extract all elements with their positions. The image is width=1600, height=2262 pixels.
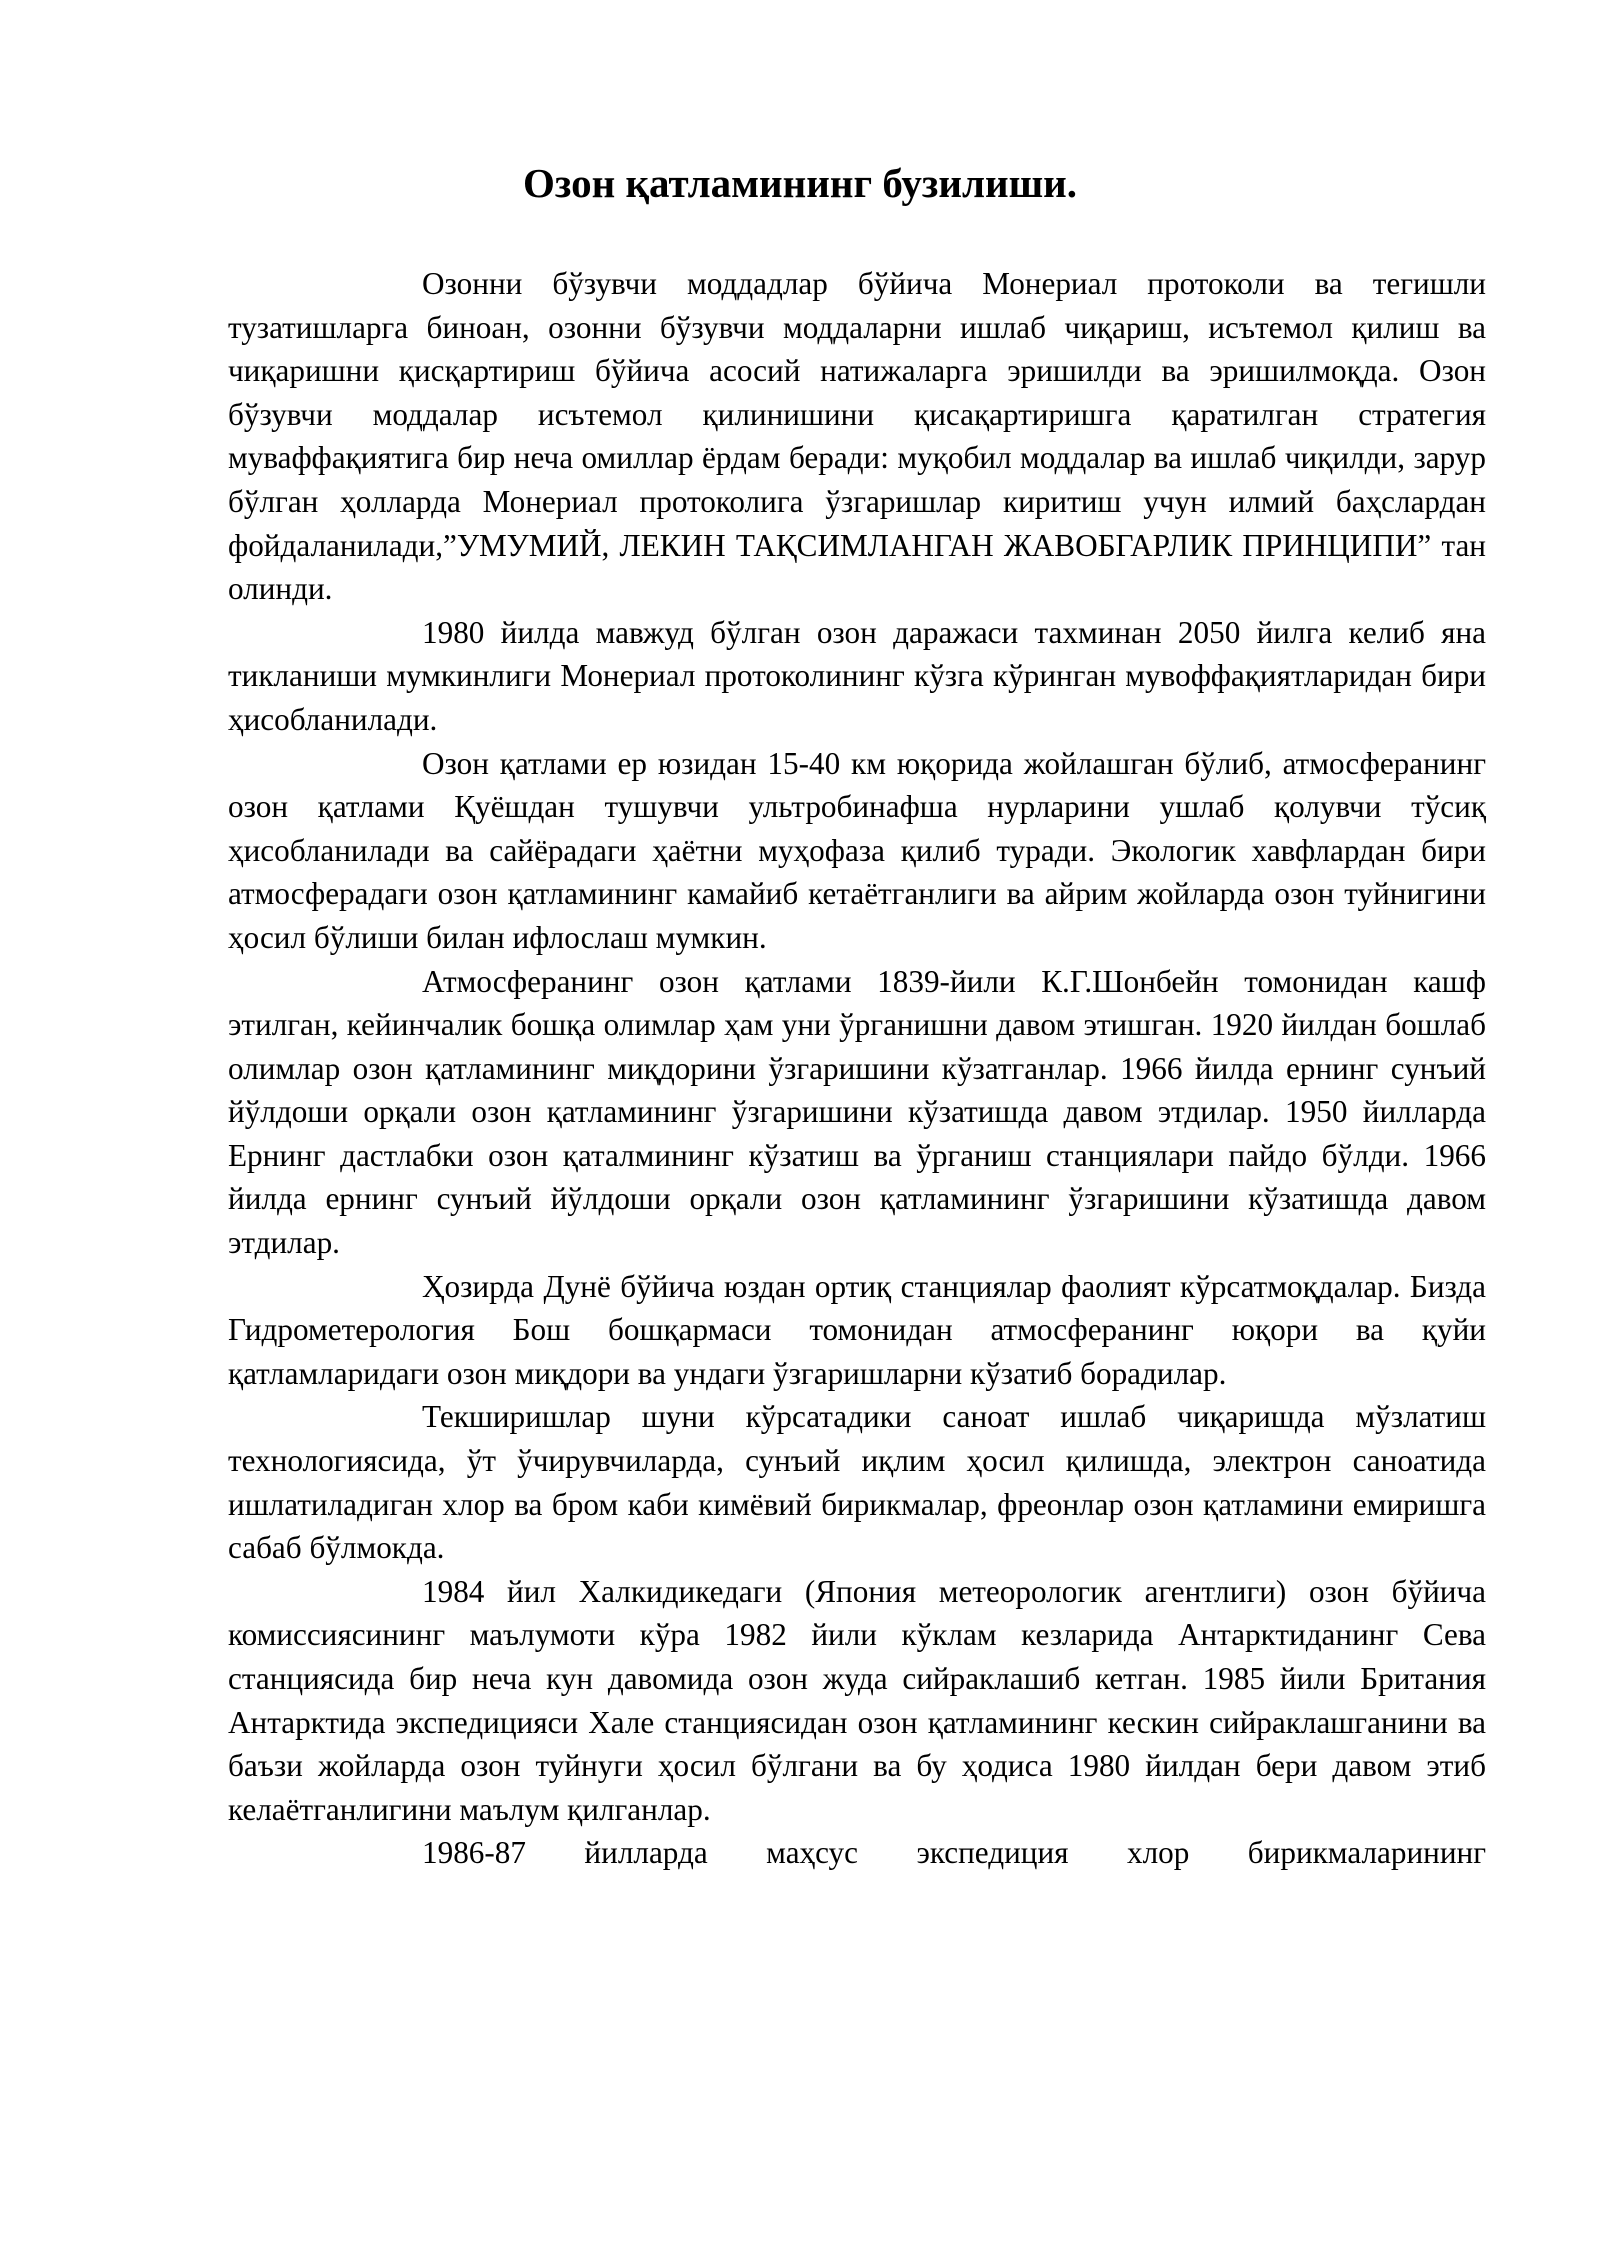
paragraph-1: Озонни бўзувчи моддадлар бўйича Монериал протоколи ва тегишли тузатишларга биноан, озонни бўзувчи моддаларни ишлаб чиқариш, исътемол қилиш ва чиқаришни қисқартириш бўйича асосий натижаларга эришилди ва эришилмоқда. Озон бўзувчи моддалар исътемол қилинишини қисақартиришга қаратилган стратегия муваффақиятига бир неча омиллар ёрдам беради: муқобил моддалар ва ишлаб чиқилди, зарур бўлган ҳолларда Монериал протоколига ўзгаришлар киритиш учун илмий баҳслардан фойдаланилади,”УМУМИЙ, ЛЕКИН ТАҚСИМЛАНГАН ЖАВОБГАРЛИК ПРИНЦИПИ” тан олинди. (228, 266, 1486, 607)
paragraph-7: 1984 йил Халкидикедаги (Япония метеорологик агентлиги) озон бўйича комиссиясининг маълумоти кўра 1982 йили кўклам кезларида Антарктиданинг Сева станциясида бир неча кун давомида озон жуда сийраклашиб кетган. 1985 йили Британия Антарктида экспедицияси Хале станциясидан озон қатламининг кескин сийраклашганини ва баъзи жойларда озон туйнуги ҳосил бўлгани ва бу ҳодиса 1980 йилдан бери давом этиб келаётганлигини маълум қилганлар. (228, 1573, 1486, 1827)
paragraph-5: Ҳозирда Дунё бўйича юздан ортиқ станциялар фаолият кўрсатмоқдалар. Бизда Гидрометерология Бош бошқармаси томонидан атмосферанинг юқори ва қуйи қатламларидаги озон миқдори ва ундаги ўзгаришларни кўзатиб борадилар. (228, 1268, 1486, 1391)
paragraph-8: 1986-87 йилларда маҳсус экспедиция хлор бирикмаларининг (422, 1835, 1486, 1871)
paragraph-3: Озон қатлами ер юзидан 15-40 км юқорида жойлашган бўлиб, атмосферанинг озон қатлами Қуёшдан тушувчи ультробинафша нурларини ушлаб қолувчи тўсиқ ҳисобланилади ва сайёрадаги ҳаётни муҳофаза қилиб туради. Экологик хавфлардан бири атмосферадаги озон қатламининг камайиб кетаётганлиги ва айрим жойларда озон туйнигини ҳосил бўлиши билан ифлослаш мумкин. (228, 745, 1486, 955)
paragraph-2: 1980 йилда мавжуд бўлган озон даражаси тахминан 2050 йилга келиб яна тикланиши мумкинлиги Монериал протоколининг кўзга кўринган мувоффақиятларидан бири ҳисобланилади. (228, 614, 1486, 737)
document-body (228, 262, 1486, 1875)
paragraph-4: Атмосферанинг озон қатлами 1839-йили К.Г.Шонбейн томонидан кашф этилган, кейинчалик бошқа олимлар ҳам уни ўрганишни давом этишган. 1920 йилдан бошлаб олимлар озон қатламининг миқдорини ўзгаришини кўзатганлар. 1966 йилда ернинг сунъий йўлдоши орқали озон қатламининг ўзгаришини кўзатишда давом этдилар. 1950 йилларда Ернинг дастлабки озон қаталмининг кўзатиш ва ўрганиш станциялари пайдо бўлди. 1966 йилда ернинг сунъий йўлдоши орқали озон қатламининг ўзгаришини кўзатишда давом этдилар. (228, 963, 1486, 1261)
paragraph-6: Текширишлар шуни кўрсатадики саноат ишлаб чиқаришда мўзлатиш технологиясида, ўт ўчирувчиларда, сунъий иқлим ҳосил қилишда, электрон саноатида ишлатиладиган хлор ва бром каби кимёвий бирикмалар, фреонлар озон қатламини емиришга сабаб бўлмокда. (228, 1399, 1486, 1566)
page-title: Озон қатламининг бузилиши. (522, 160, 1078, 206)
